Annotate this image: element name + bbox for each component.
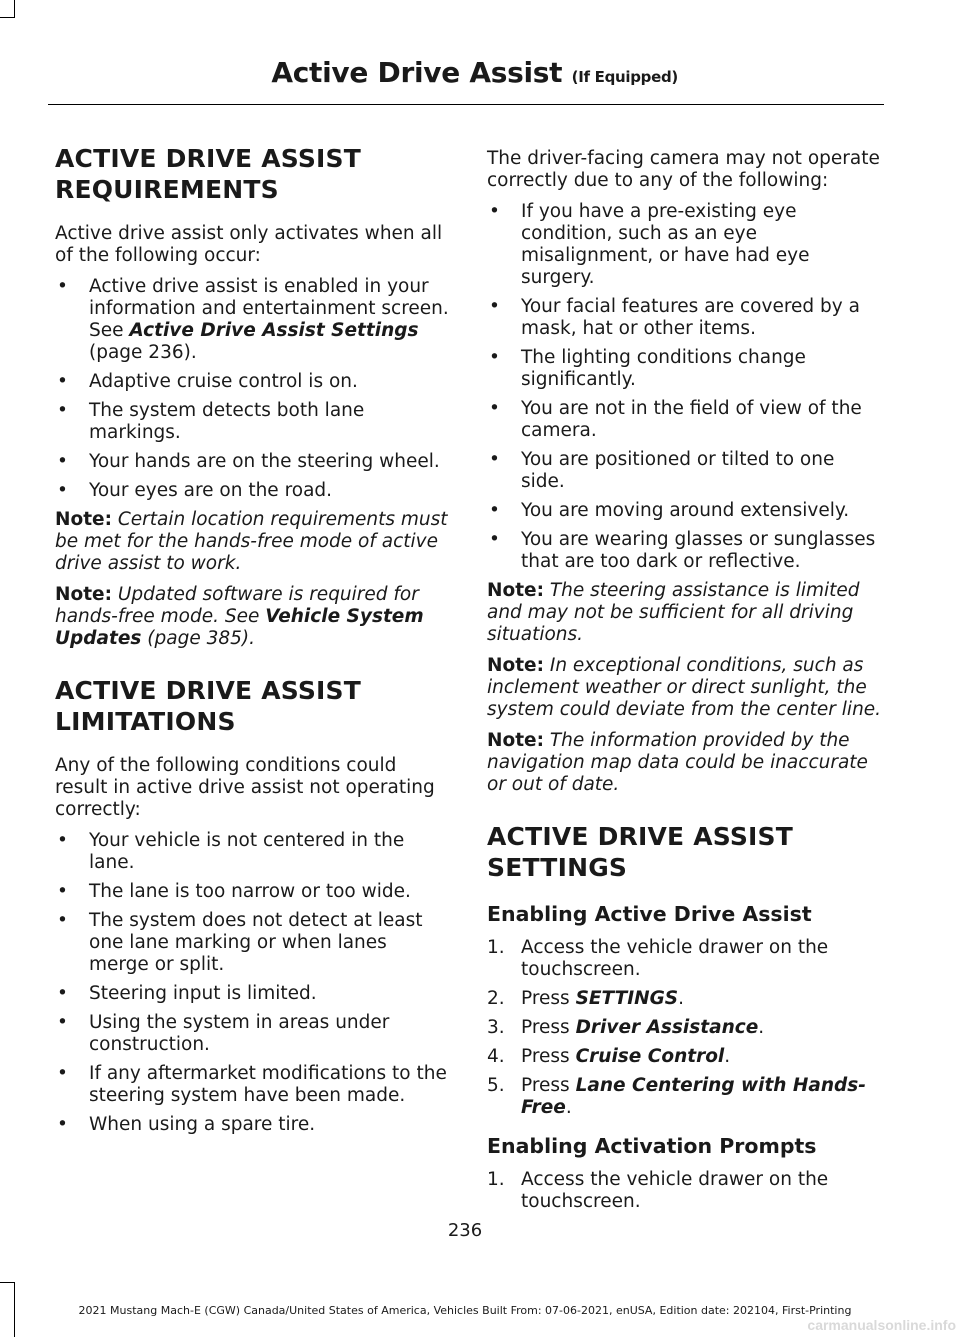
item-text: If you have a pre-existing eye condition, such as an eye misalignment, or have had eye surgery. [521, 201, 810, 288]
camera-conditions-list [487, 201, 882, 573]
heading-line: ACTIVE DRIVE ASSIST [55, 144, 362, 173]
heading-line: SETTINGS [487, 853, 628, 882]
step-text: Access the vehicle drawer on the touchscreen. [521, 1169, 829, 1212]
item-text: You are positioned or tilted to one side. [521, 449, 835, 492]
bullet: • [57, 480, 68, 501]
page-number: 236 [447, 1220, 483, 1241]
list-item [487, 398, 882, 442]
note-label: Note: [487, 730, 544, 751]
note-text: The steering assistance is limited and may not be sufficient for all driving situations. [487, 580, 860, 645]
note-label: Note: [487, 655, 544, 676]
bullet: • [489, 500, 500, 521]
bullet: • [57, 1012, 68, 1033]
list-item [55, 1012, 450, 1056]
note-text: Updated software is required for hands-free mode. See [55, 584, 419, 627]
step-number: 1. [487, 937, 505, 958]
crop-mark [0, 17, 15, 18]
item-text: You are moving around extensively. [521, 500, 850, 521]
list-item [55, 910, 450, 976]
item-text: You are not in the field of view of the camera. [521, 398, 862, 441]
bullet: • [57, 276, 68, 297]
menu-option: Lane Centering with Hands-Free [521, 1075, 866, 1118]
header-subtitle: (If Equipped) [571, 68, 678, 86]
page-header-title [271, 56, 678, 89]
item-text: You are wearing glasses or sunglasses that are too dark or reflective. [521, 529, 876, 572]
list-item [487, 201, 882, 289]
settings-heading [487, 821, 882, 883]
note-label: Note: [487, 580, 544, 601]
footer-text: 2021 Mustang Mach-E (CGW) Canada/United States of America, Vehicles Built From: 07-06-2021, enUSA, Edition date: 202104, First-Printing [78, 1304, 852, 1317]
note-text: In exceptional conditions, such as inclement weather or direct sunlight, the system could deviate from the center line. [487, 655, 882, 720]
step-text: Press [521, 1017, 576, 1038]
step-punct: . [724, 1046, 731, 1067]
list-item [487, 529, 882, 573]
bullet: • [57, 1063, 68, 1084]
limitations-heading [55, 675, 450, 737]
list-item [55, 881, 450, 903]
item-text: Steering input is limited. [89, 983, 317, 1004]
requirements-intro: Active drive assist only activates when all of the following occur: [55, 223, 443, 266]
bullet: • [57, 830, 68, 851]
step-item [487, 1075, 882, 1119]
requirements-list [55, 276, 450, 502]
item-text: The lighting conditions change significantly. [521, 347, 806, 390]
spacer [55, 659, 450, 675]
requirements-heading [55, 143, 450, 205]
step-punct: . [565, 1097, 572, 1118]
list-item [487, 296, 882, 340]
step-item [487, 937, 882, 981]
limitations-intro: Any of the following conditions could result in active drive assist not operating correctly: [55, 755, 435, 820]
bullet: • [57, 881, 68, 902]
step-number: 4. [487, 1046, 505, 1067]
step-text: Press [521, 1075, 576, 1096]
right-column [487, 148, 882, 1220]
bullet: • [57, 371, 68, 392]
watermark: carmanualsonline.info [807, 1317, 956, 1333]
note [55, 509, 450, 575]
bullet: • [489, 296, 500, 317]
step-number: 3. [487, 1017, 505, 1038]
step-number: 1. [487, 1169, 505, 1190]
menu-option: SETTINGS [575, 988, 679, 1009]
step-item [487, 988, 882, 1010]
note [55, 584, 450, 650]
step-text: Press [521, 988, 576, 1009]
list-item [55, 480, 450, 502]
bullet: • [489, 449, 500, 470]
step-item [487, 1017, 882, 1039]
header-title: Active Drive Assist [271, 56, 563, 89]
step-punct: . [758, 1017, 765, 1038]
list-item [55, 400, 450, 444]
list-item [55, 371, 450, 393]
bullet: • [489, 529, 500, 550]
step-item [487, 1169, 882, 1213]
crop-mark [0, 1282, 15, 1283]
step-punct: . [678, 988, 684, 1009]
list-item [55, 1114, 450, 1136]
bullet: • [57, 451, 68, 472]
item-text: Your eyes are on the road. [89, 480, 333, 501]
step-text: Press [521, 1046, 576, 1067]
note-label: Note: [55, 584, 112, 605]
bullet: • [489, 398, 500, 419]
heading-line: LIMITATIONS [55, 707, 236, 736]
item-text: The system detects both lane markings. [89, 400, 365, 443]
note [487, 580, 882, 646]
item-text: The lane is too narrow or too wide. [89, 881, 411, 902]
header-divider [48, 104, 884, 105]
list-item [55, 983, 450, 1005]
enable-steps-list [487, 937, 882, 1119]
step-text: Access the vehicle drawer on the touchscreen. [521, 937, 829, 980]
camera-intro: The driver-facing camera may not operate correctly due to any of the following: [487, 148, 880, 191]
enabling-activation-prompts-heading: Enabling Activation Prompts [487, 1134, 817, 1158]
list-item [55, 1063, 450, 1107]
step-item [487, 1046, 882, 1068]
heading-line: ACTIVE DRIVE ASSIST [487, 822, 794, 851]
bullet: • [489, 201, 500, 222]
prompt-steps-list [487, 1169, 882, 1213]
step-number: 5. [487, 1075, 505, 1096]
enabling-active-drive-assist-heading: Enabling Active Drive Assist [487, 902, 812, 926]
limitations-list [55, 830, 450, 1136]
spacer [487, 805, 882, 821]
bullet: • [57, 983, 68, 1004]
item-text: Adaptive cruise control is on. [89, 371, 358, 392]
left-column [55, 143, 450, 1143]
item-text: Your facial features are covered by a mask, hat or other items. [521, 296, 860, 339]
bullet: • [57, 400, 68, 421]
note [487, 730, 882, 796]
item-text: Your vehicle is not centered in the lane. [89, 830, 405, 873]
cross-reference-link[interactable]: Active Drive Assist Settings [129, 320, 419, 341]
note-label: Note: [55, 509, 112, 530]
list-item [487, 500, 882, 522]
bullet: • [489, 347, 500, 368]
list-item [55, 830, 450, 874]
page-reference: (page 236). [89, 342, 197, 363]
item-text: The system does not detect at least one lane marking or when lanes merge or split. [89, 910, 423, 975]
list-item [487, 449, 882, 493]
list-item [55, 276, 450, 364]
item-text: Your hands are on the steering wheel. [89, 451, 440, 472]
bullet: • [57, 1114, 68, 1135]
item-text: Active drive assist is enabled in your information and entertainment screen. See [89, 276, 449, 341]
item-text: If any aftermarket modifications to the steering system have been made. [89, 1063, 447, 1106]
crop-mark [14, 0, 15, 18]
heading-line: ACTIVE DRIVE ASSIST [55, 676, 362, 705]
menu-option: Driver Assistance [575, 1017, 759, 1038]
list-item [55, 451, 450, 473]
item-text: When using a spare tire. [89, 1114, 316, 1135]
cross-reference-link[interactable]: Vehicle System Updates [55, 606, 424, 649]
bullet: • [57, 910, 68, 931]
menu-option: Cruise Control [575, 1046, 725, 1067]
list-item [487, 347, 882, 391]
page-reference: (page 385). [141, 628, 255, 649]
note-text: The information provided by the navigation map data could be inaccurate or out of date. [487, 730, 868, 795]
item-text: Using the system in areas under construction. [89, 1012, 390, 1055]
note-text: Certain location requirements must be met for the hands-free mode of active drive assist to work. [55, 509, 448, 574]
heading-line: REQUIREMENTS [55, 175, 279, 204]
note [487, 655, 882, 721]
step-number: 2. [487, 988, 505, 1009]
